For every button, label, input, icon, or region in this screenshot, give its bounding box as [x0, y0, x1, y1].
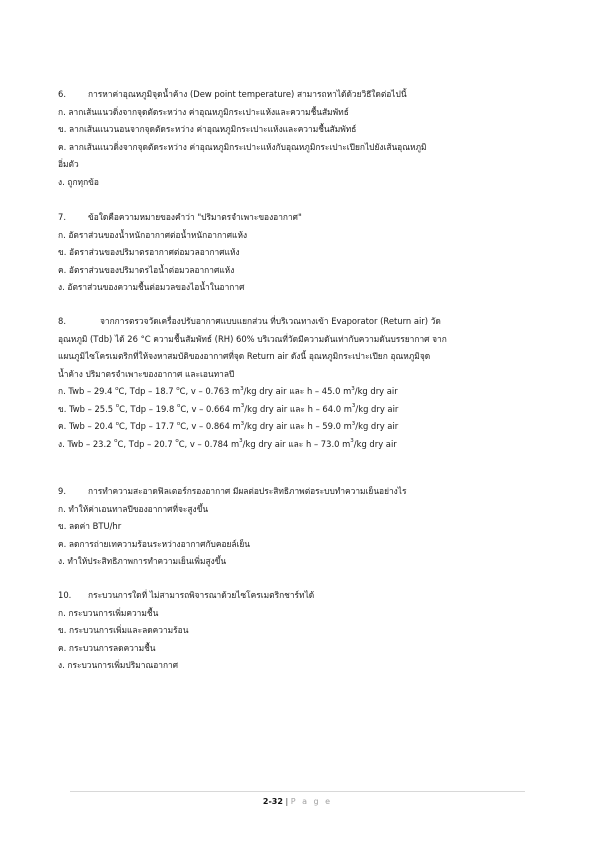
unit-label: m — [339, 438, 351, 449]
unit-label: m — [229, 386, 241, 396]
unit-label: v – — [189, 438, 205, 449]
unit-label: /kg dry air — [354, 386, 398, 396]
option-d: ง. ถูกทุกข้อ — [58, 176, 99, 187]
tdp-value: 20.7 — [154, 438, 173, 449]
unit-label: h – — [305, 438, 321, 449]
degree-symbol: o — [175, 438, 179, 445]
option-a: ก. อัตราส่วนของน้ำหนักอากาศต่อน้ำหนักอากาศแห้ง — [58, 229, 248, 240]
option-d: ง. ทำให้ประสิทธิภาพการทำความเย็นเพิ่มสูงขึ้น — [58, 556, 227, 566]
question-number: 8. — [58, 316, 66, 326]
cube-symbol: 3 — [351, 385, 355, 392]
option-c: ค. กระบวนการลดความชื้น — [58, 642, 156, 653]
option-a: ก. ทำให้ค่าเอนทาลปีของอากาศที่จะสูงขึ้น — [58, 503, 209, 514]
v-value: 0.784 — [204, 438, 229, 449]
unit-label: h – — [306, 386, 322, 396]
degree-symbol: o — [114, 438, 118, 445]
unit-label: /kg dry air — [355, 421, 399, 431]
option-a — [58, 383, 530, 401]
unit-label: Twb – — [69, 403, 95, 414]
question-paragraph-line: น้ำค้าง ปริมาตรจำเพาะของอากาศ และเอนทาลปี — [58, 368, 235, 379]
question-number: 6. — [58, 89, 66, 99]
cube-symbol: 3 — [239, 438, 243, 445]
option-d — [58, 436, 530, 454]
degree-symbol: o — [176, 420, 181, 427]
option-c-continued: อิ่มตัว — [58, 159, 79, 169]
twb-value: 20.4 — [94, 421, 113, 431]
unit-label: C, — [180, 421, 189, 431]
question-title — [58, 86, 530, 104]
unit-label: Tdp – — [128, 438, 154, 449]
unit-label: m — [341, 403, 352, 414]
tdp-value: 19.8 — [155, 403, 175, 414]
question-9 — [58, 483, 530, 571]
cube-symbol: 3 — [240, 385, 244, 392]
tdp-value: 18.7 — [154, 386, 174, 396]
tdp-value: 17.7 — [155, 421, 175, 431]
option-d: ง. กระบวนการเพิ่มปริมาณอากาศ — [58, 660, 179, 670]
question-7 — [58, 209, 530, 297]
unit-label: C, — [179, 386, 189, 396]
option-prefix: ง. — [58, 438, 65, 449]
option-c — [58, 418, 530, 436]
option-c: ค. อัตราส่วนของปริมาตรไอน้ำต่อมวลอากาศแห้ง — [58, 264, 235, 275]
option-prefix: ก. — [58, 386, 66, 396]
unit-label: C, — [117, 438, 127, 449]
unit-label: /kg dry air และ — [244, 421, 308, 431]
unit-label: m — [229, 421, 241, 431]
cube-symbol: 3 — [351, 420, 356, 427]
cube-symbol: 3 — [351, 403, 356, 410]
question-paragraph-line: อุณหภูมิ (Tdb) ได้ 26 °C ความชื้นสัมพัทธ์ (RH) 60% บริเวณที่วัดมีความดันเท่ากับความดันบรรยากาศ จาก — [58, 333, 447, 344]
twb-value: 29.4 — [93, 386, 113, 396]
unit-label: h – — [307, 421, 323, 431]
v-value: 0.664 — [205, 403, 230, 414]
unit-label: m — [340, 421, 352, 431]
cube-symbol: 3 — [350, 438, 354, 445]
twb-value: 23.2 — [92, 438, 112, 449]
question-text: การหาค่าอุณหภูมิจุดน้ำค้าง (Dew point temperature) สามารถหาได้ด้วยวิธีใดต่อไปนี้ — [88, 89, 407, 99]
question-text: ข้อใดคือความหมายของคำว่า "ปริมาตรจำเพาะของอากาศ" — [88, 212, 302, 222]
option-b: ข. ลากเส้นแนวนอนจากจุดตัดระหว่าง ค่าอุณหภูมิกระเปาะแห้งและความชื้นสัมพัทธ์ — [58, 124, 357, 134]
degree-symbol: o — [115, 420, 120, 427]
unit-label: C, — [119, 403, 128, 414]
unit-label: Tdp – — [130, 403, 156, 414]
question-paragraph-line: แผนภูมิไซโครเมตริกที่ให้จงหาสมบัติของอากาศที่จุด Return air ดังนี้ อุณหภูมิกระเปาะเปียก อุณหภูมิจุด — [58, 351, 431, 361]
unit-label: C, — [178, 438, 188, 449]
degree-symbol: o — [115, 403, 120, 410]
unit-label: m — [229, 403, 241, 414]
unit-label: C, — [180, 403, 189, 414]
question-text: จากการตรวจวัดเครื่องปรับอากาศแบบแยกส่วน ที่บริเวณทางเข้า Evaporator (Return air) วัด — [100, 316, 441, 326]
question-6 — [58, 86, 530, 191]
footer-separator: | — [285, 797, 289, 806]
twb-value: 25.5 — [94, 403, 114, 414]
question-title — [58, 483, 530, 501]
option-c: ค. ลดการถ่ายเทความร้อนระหว่างอากาศกับคอยล์เย็น — [58, 538, 251, 549]
page-number: 2-32 — [262, 797, 283, 806]
option-b — [58, 401, 530, 419]
unit-label: Tdp – — [129, 386, 155, 396]
degree-symbol: o — [115, 385, 119, 392]
h-value: 45.0 — [321, 386, 341, 396]
unit-label: m — [228, 438, 240, 449]
cube-symbol: 3 — [240, 420, 245, 427]
unit-label: /kg dry air และ — [243, 386, 307, 396]
unit-label: Twb – — [68, 421, 95, 431]
question-title — [58, 587, 530, 605]
cube-symbol: 3 — [240, 403, 245, 410]
option-c: ค. ลากเส้นแนวดิ่งจากจุดตัดระหว่าง ค่าอุณหภูมิกระเปาะแห้งกับอุณหภูมิกระเปาะเปียกไปยังเส้นอุณหภูมิ — [58, 141, 427, 152]
option-a: ก. ลากเส้นแนวดิ่งจากจุดตัดระหว่าง ค่าอุณหภูมิกระเปาะแห้งและความชื้นสัมพัทธ์ — [58, 106, 349, 117]
unit-label: /kg dry air — [355, 403, 399, 414]
unit-label: C, — [118, 386, 128, 396]
v-value: 0.763 — [205, 386, 230, 396]
question-number: 9. — [58, 486, 66, 496]
option-prefix: ค. — [58, 421, 67, 431]
unit-label: v – — [191, 421, 206, 431]
unit-label: v – — [190, 386, 206, 396]
unit-label: m — [340, 386, 352, 396]
option-d: ง. อัตราส่วนของความชื้นต่อมวลของไอน้ำในอากาศ — [58, 282, 245, 292]
h-value: 64.0 — [322, 403, 342, 414]
unit-label: Twb – — [67, 438, 93, 449]
unit-label: Tdp – — [130, 421, 156, 431]
footer-divider — [70, 791, 525, 792]
unit-label: /kg dry air และ — [242, 438, 306, 449]
option-b: ข. กระบวนการเพิ่มและลดความร้อน — [58, 625, 189, 635]
degree-symbol: o — [176, 385, 180, 392]
unit-label: /kg dry air และ — [244, 403, 308, 414]
question-number: 7. — [58, 212, 66, 222]
option-prefix: ข. — [58, 403, 67, 414]
question-10 — [58, 587, 530, 675]
question-8 — [58, 313, 530, 453]
question-title — [58, 209, 530, 227]
page-footer — [0, 797, 595, 806]
unit-label: v – — [191, 403, 206, 414]
h-value: 59.0 — [322, 421, 341, 431]
h-value: 73.0 — [320, 438, 340, 449]
question-number: 10. — [58, 590, 72, 600]
unit-label: /kg dry air — [353, 438, 397, 449]
unit-label: C, — [119, 421, 128, 431]
option-b: ข. ลดค่า BTU/hr — [58, 521, 122, 531]
unit-label: h – — [307, 403, 323, 414]
unit-label: Twb – — [68, 386, 94, 396]
v-value: 0.864 — [205, 421, 230, 431]
option-a: ก. กระบวนการเพิ่มความชื้น — [58, 607, 159, 618]
question-text: การทำความสะอาดฟิลเตอร์กรองอากาศ มีผลต่อประสิทธิภาพต่อระบบทำความเย็นอย่างไร — [88, 486, 407, 496]
question-text: กระบวนการใดที่ ไม่สามารถพิจารณาด้วยไซโครเมตริกชาร์ทได้ — [88, 590, 315, 600]
question-title — [58, 313, 530, 331]
page-label: P a g e — [290, 797, 333, 806]
option-b: ข. อัตราส่วนของปริมาตรอากาศต่อมวลอากาศแห้ง — [58, 247, 240, 257]
degree-symbol: o — [176, 403, 181, 410]
